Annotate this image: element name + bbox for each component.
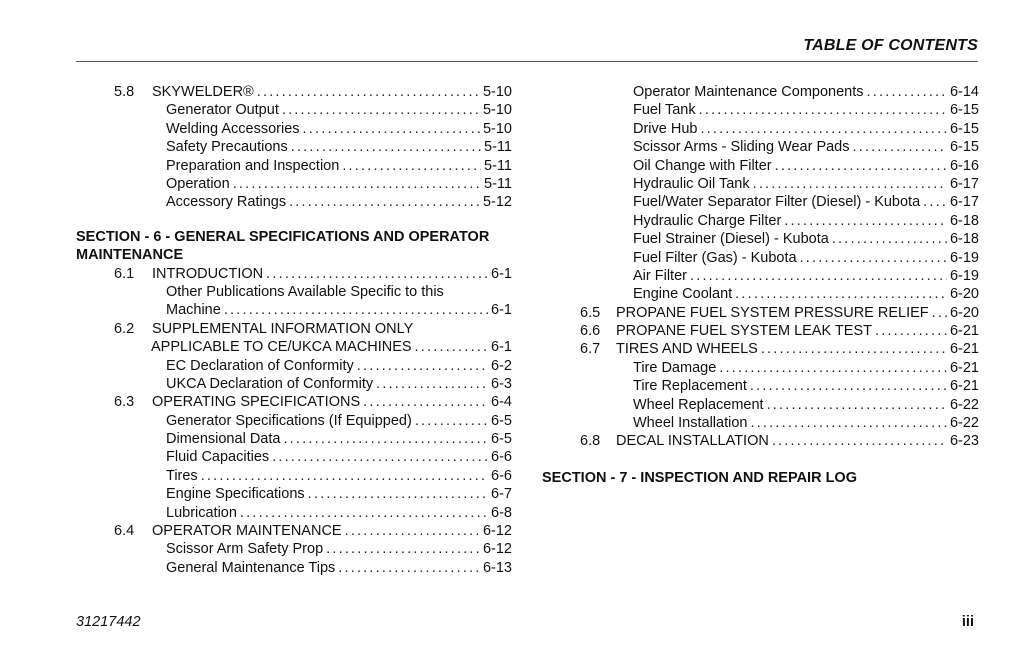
toc-entry-page: 6-13 (482, 559, 512, 576)
dot-leader (282, 101, 480, 119)
toc-entry[interactable] (76, 301, 512, 319)
toc-entry-title: Tire Replacement (633, 378, 747, 395)
dot-leader (415, 338, 488, 356)
dot-leader (772, 432, 947, 450)
toc-entry[interactable] (76, 265, 512, 283)
toc-entry-page: 6-17 (949, 175, 979, 192)
toc-entry-title: Operator Maintenance Components (633, 84, 864, 100)
toc-entry[interactable] (76, 485, 512, 503)
toc-entry-number: 6.6 (580, 323, 601, 340)
toc-entry[interactable] (542, 138, 979, 156)
toc-entry[interactable] (542, 230, 979, 248)
dot-leader (775, 157, 947, 175)
toc-entry[interactable] (76, 120, 512, 138)
toc-entry-page: 6-5 (491, 431, 512, 448)
toc-entry-title: OPERATOR MAINTENANCE (152, 523, 342, 540)
toc-entry-page: 6-7 (491, 486, 512, 503)
toc-entry[interactable] (76, 138, 512, 156)
toc-entry-page: 6-8 (491, 504, 512, 521)
dot-leader (767, 396, 947, 414)
toc-entry[interactable] (542, 83, 979, 101)
toc-left-column (76, 83, 512, 577)
toc-entry-title: Fuel/Water Separator Filter (Diesel) - Kubota (633, 194, 921, 211)
dot-leader (240, 504, 488, 522)
toc-entry[interactable] (542, 120, 979, 138)
toc-entry-page: 6-19 (949, 249, 979, 266)
dot-leader (338, 559, 480, 577)
toc-entry-title: Engine Specifications (166, 486, 305, 503)
dot-leader (853, 138, 947, 156)
toc-entry-page: 6-3 (491, 375, 512, 392)
toc-entry-title: PROPANE FUEL SYSTEM LEAK TEST (616, 323, 872, 340)
dot-leader (233, 175, 481, 193)
toc-entry[interactable] (542, 377, 979, 395)
toc-entry[interactable] (542, 414, 979, 432)
dot-leader (272, 448, 488, 466)
toc-entry-page: 6-6 (491, 467, 512, 484)
toc-block-section5 (76, 83, 512, 212)
toc-entry-title: Drive Hub (633, 120, 698, 137)
toc-entry-title: Wheel Installation (633, 415, 748, 432)
toc-entry-page: 5-12 (482, 194, 512, 211)
dot-leader (784, 212, 947, 230)
toc-entry-page: 6-12 (482, 523, 512, 540)
document-number: 31217442 (76, 614, 141, 630)
toc-entry-page: 6-17 (949, 194, 979, 211)
toc-entry-title: General Maintenance Tips (166, 559, 336, 576)
toc-entry-title: SUPPLEMENTAL INFORMATION ONLY (152, 320, 414, 337)
toc-entry-page: 6-21 (949, 359, 979, 376)
toc-entry-title: APPLICABLE TO CE/UKCA MACHINES (151, 339, 412, 356)
toc-entry[interactable] (542, 157, 979, 175)
toc-entry-title: Accessory Ratings (166, 194, 287, 211)
dot-leader (875, 322, 947, 340)
dot-leader (832, 230, 947, 248)
toc-entry-page: 6-21 (949, 378, 979, 395)
toc-entry-page: 6-16 (949, 157, 979, 174)
toc-entry-page: 6-1 (491, 302, 512, 319)
toc-entry-title: OPERATING SPECIFICATIONS (152, 394, 361, 411)
toc-entry-page: 6-21 (949, 341, 979, 358)
toc-entry-title: Air Filter (633, 267, 687, 284)
toc-entry-page: 6-20 (949, 304, 979, 321)
toc-entry-title: Other Publications Available Specific to this (166, 283, 444, 300)
dot-leader (357, 357, 488, 375)
toc-entry[interactable] (76, 448, 512, 466)
toc-entry[interactable] (542, 212, 979, 230)
toc-entry[interactable] (542, 359, 979, 377)
toc-entry-title: Hydraulic Charge Filter (633, 212, 782, 229)
toc-entry-page: 6-2 (491, 357, 512, 374)
dot-leader (800, 249, 947, 267)
toc-entry-title: Tire Damage (633, 359, 717, 376)
toc-entry[interactable] (76, 540, 512, 558)
toc-entry-title: TIRES AND WHEELS (616, 341, 758, 358)
toc-entry[interactable] (542, 304, 979, 322)
toc-entry-title: Safety Precautions (166, 139, 288, 156)
toc-entry-page: 6-15 (949, 120, 979, 137)
dot-leader (923, 193, 947, 211)
toc-entry-title: Operation (166, 175, 230, 192)
toc-entry-page: 6-21 (949, 323, 979, 340)
toc-entry[interactable] (76, 504, 512, 522)
toc-entry[interactable] (76, 393, 512, 411)
toc-entry-page: 5-11 (484, 157, 512, 174)
dot-leader (345, 522, 480, 540)
toc-entry[interactable] (76, 283, 512, 301)
toc-entry-title: Tires (166, 467, 198, 484)
toc-entry-page: 6-18 (949, 231, 979, 248)
toc-entry[interactable] (76, 175, 512, 193)
page-header-title: TABLE OF CONTENTS (803, 37, 978, 54)
toc-entry-number: 6.7 (580, 341, 601, 358)
dot-leader (289, 193, 480, 211)
section-7-heading[interactable]: SECTION - 7 - INSPECTION AND REPAIR LOG (542, 469, 857, 486)
dot-leader (376, 375, 488, 393)
toc-entry-title: Machine (166, 302, 221, 319)
toc-entry-number: 6.1 (114, 265, 135, 282)
toc-entry-page: 6-23 (949, 433, 979, 450)
dot-leader (750, 414, 947, 432)
toc-entry[interactable] (542, 432, 979, 450)
toc-entry-title: Scissor Arm Safety Prop (166, 541, 324, 558)
toc-entry-title: Hydraulic Oil Tank (633, 175, 750, 192)
dot-leader (257, 83, 480, 101)
dot-leader (700, 120, 947, 138)
toc-entry-title: UKCA Declaration of Conformity (166, 375, 374, 392)
toc-entry-title: Welding Accessories (166, 120, 300, 137)
toc-entry-title: DECAL INSTALLATION (616, 433, 769, 450)
toc-entry-page: 6-1 (491, 265, 512, 282)
toc-entry-page: 6-20 (949, 286, 979, 303)
dot-leader (201, 467, 488, 485)
dot-leader (266, 265, 488, 283)
dot-leader (283, 430, 488, 448)
toc-entry-title: Fuel Filter (Gas) - Kubota (633, 249, 797, 266)
toc-entry[interactable] (542, 267, 979, 285)
toc-entry-page: 5-10 (482, 84, 512, 100)
dot-leader (699, 101, 947, 119)
toc-entry[interactable] (76, 157, 512, 175)
toc-entry[interactable] (76, 559, 512, 577)
toc-entry-page: 6-19 (949, 267, 979, 284)
toc-entry[interactable] (542, 396, 979, 414)
dot-leader (363, 393, 488, 411)
toc-entry-title: Engine Coolant (633, 286, 733, 303)
toc-entry[interactable] (76, 430, 512, 448)
toc-entry-title: Generator Specifications (If Equipped) (166, 412, 412, 429)
toc-entry-title: Preparation and Inspection (166, 157, 340, 174)
toc-entry-title: Fluid Capacities (166, 449, 270, 466)
toc-entry-page: 6-4 (491, 394, 512, 411)
toc-entry-number: 6.5 (580, 304, 601, 321)
dot-leader (415, 412, 488, 430)
toc-entry-title: PROPANE FUEL SYSTEM PRESSURE RELIEF (616, 304, 929, 321)
toc-entry-page: 5-11 (484, 139, 512, 156)
toc-entry-page: 6-18 (949, 212, 979, 229)
toc-entry-page: 5-10 (482, 102, 512, 119)
toc-entry-page: 6-15 (949, 139, 979, 156)
toc-entry[interactable] (76, 83, 512, 101)
toc-entry-page: 6-22 (949, 415, 979, 432)
dot-leader (867, 83, 947, 101)
toc-block-section6-cont (542, 83, 979, 451)
dot-leader (291, 138, 481, 156)
toc-entry-title: INTRODUCTION (152, 265, 264, 282)
toc-entry[interactable] (542, 175, 979, 193)
toc-entry-title: EC Declaration of Conformity (166, 357, 354, 374)
dot-leader (342, 157, 481, 175)
dot-leader (719, 359, 947, 377)
toc-entry-title: Fuel Strainer (Diesel) - Kubota (633, 231, 829, 248)
toc-entry-page: 6-6 (491, 449, 512, 466)
toc-entry-title: Wheel Replacement (633, 396, 764, 413)
toc-entry[interactable] (76, 338, 512, 356)
section-6-heading[interactable] (76, 228, 512, 265)
toc-entry[interactable] (542, 285, 979, 303)
dot-leader (303, 120, 480, 138)
toc-entry-page: 6-5 (491, 412, 512, 429)
toc-entry-page: 6-15 (949, 102, 979, 119)
toc-entry-number: 6.2 (114, 320, 135, 337)
toc-entry-page: 5-11 (484, 175, 512, 192)
toc-entry[interactable] (76, 320, 512, 338)
toc-entry-number: 6.3 (114, 394, 135, 411)
toc-entry-title: Lubrication (166, 504, 237, 521)
toc-entry-title: Generator Output (166, 102, 279, 119)
section-6-heading-line1: SECTION - 6 - GENERAL SPECIFICATIONS AND OPERATOR (76, 228, 490, 245)
toc-block-section6 (76, 265, 512, 578)
page-number: iii (961, 614, 974, 630)
toc-entry-page: 6-22 (949, 396, 979, 413)
toc-entry-page: 6-12 (482, 541, 512, 558)
dot-leader (690, 267, 947, 285)
toc-entry[interactable] (542, 101, 979, 119)
dot-leader (753, 175, 947, 193)
header-rule (76, 61, 978, 62)
dot-leader (750, 377, 947, 395)
toc-entry[interactable] (76, 193, 512, 211)
dot-leader (932, 304, 947, 322)
toc-entry-number: 6.4 (114, 523, 135, 540)
toc-entry[interactable] (542, 193, 979, 211)
toc-entry-title: SKYWELDER® (152, 84, 254, 100)
section-6-heading-line2: MAINTENANCE (76, 247, 184, 264)
dot-leader (224, 301, 488, 319)
toc-entry[interactable] (542, 322, 979, 340)
dot-leader (308, 485, 488, 503)
toc-entry[interactable] (542, 340, 979, 358)
toc-entry[interactable] (542, 249, 979, 267)
toc-entry[interactable] (76, 357, 512, 375)
toc-entry[interactable] (76, 522, 512, 540)
dot-leader (326, 540, 480, 558)
dot-leader (735, 285, 947, 303)
toc-entry-title: Oil Change with Filter (633, 157, 772, 174)
toc-entry-title: Dimensional Data (166, 431, 281, 448)
toc-entry-title: Fuel Tank (633, 102, 696, 119)
toc-right-column (542, 83, 979, 487)
toc-entry-page: 5-10 (482, 120, 512, 137)
toc-entry[interactable] (76, 467, 512, 485)
toc-entry-number: 5.8 (114, 84, 135, 100)
toc-entry[interactable] (76, 412, 512, 430)
dot-leader (761, 340, 947, 358)
toc-entry[interactable] (76, 101, 512, 119)
toc-entry-number: 6.8 (580, 433, 601, 450)
toc-entry-page: 6-14 (949, 84, 979, 100)
toc-entry-title: Scissor Arms - Sliding Wear Pads (633, 139, 850, 156)
toc-entry-page: 6-1 (491, 339, 512, 356)
toc-entry[interactable] (76, 375, 512, 393)
